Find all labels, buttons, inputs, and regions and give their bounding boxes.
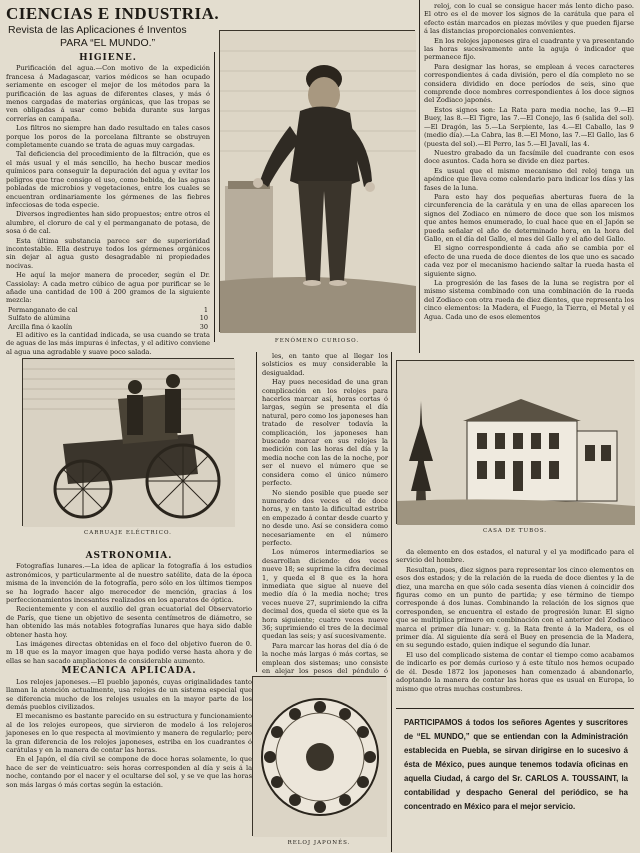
electric-carriage-image [23, 359, 235, 527]
paragraph: Las imágenes directas obtenidas en el foco del objetivo fueron de 0. m 18 que es la mayor imagen que haya podido verse hasta ahora y de ellas se han sacado ampliaciones de considerable aumento. [6, 640, 252, 665]
paragraph: Tal deficiencia del procedimiento de la filtración, que es el más usual y el más sencillo, ha hecho buscar medios químicos para conseguir la depuración del agua y evitar los peligros que trae consigo el uso, como bebida, de las aguas pobladas de microbios y vegetaciones, entre los cuales se encuentran ordinariamente los gérmenes de las fiebres infecciosas de toda especie. [6, 150, 210, 209]
paragraph: La progresión de las fases de la luna se registra por el mismo sistema combinado con una combinación de la rueda del Zodiaco con otra rueda de diez dientes, que representa los cinco elementos: la Madera, el Fuego, la Tierra, el Metal y el Agua. Cada uno de esos elementos [424, 279, 634, 321]
paragraph: les, en tanto que al llegar los solsticios es muy considerable la desigualdad. [262, 352, 388, 377]
paragraph: Los filtros no siempre han dado resultado en tales casos porque los poros de la porcelana filtrante se obstruyen completamente cuando se trata de aguas muy cargadas. [6, 124, 210, 150]
right-column-bottom [396, 548, 634, 698]
column-rule [419, 0, 420, 353]
clock-caption: RELOJ JAPONÉS. [287, 840, 351, 846]
section-heading-astronomia: ASTRONOMIA. [85, 551, 173, 561]
paragraph: El uso del complicado sistema de contar el tiempo como acabamos de indicarlo es por demás curioso y á este título nos hemos ocupado de él. Desde 1872 los japoneses han comenzado á abandonarlo, adoptando la manera de contar las horas que es usual en Europa, lo mismo que otras muchas costumbres. [396, 650, 634, 693]
paragraph: Los relojes japoneses.—El pueblo japonés, cuyas originalidades tanto llaman la atención actualmente, usa relojes de un sistema especial que se diferencia mucho de los relojes usuales en la mayor parte de los demás pueblos civilizados. [6, 677, 252, 711]
carriage-engraving [22, 358, 234, 526]
house-caption: CASA DE TUBOS. [482, 528, 548, 534]
left-column-bottom [6, 550, 252, 850]
paragraph: Los números intermediarios se desarrollan diciendo: dos veces nueve 18; se suprime la cifra decimal 1, y queda el 8 que es la hora inmediata que sigue al nueve del medio día ó la media noche; tres veces nueve 27, suprimiendo la cifra decimal dos, queda el siete que es la hora siguiente; cuatro veces nueve 36; suprimiendo el tres de la decimal quedan las seis; y así sucesivamente. [262, 548, 388, 641]
carriage-caption: CARRUAJE ELÉCTRICO. [84, 530, 172, 536]
portrait-engraving [219, 30, 415, 332]
column-rule [391, 352, 392, 852]
column-rule [256, 352, 257, 672]
table-row [6, 323, 210, 331]
left-column-top [6, 52, 210, 356]
table-cell-value: 30 [199, 322, 208, 331]
table-cell-value: 1 [203, 305, 208, 314]
paragraph: da elemento en dos estados, el natural y el ya modificado para el servicio del hombre. [396, 548, 634, 565]
paragraph: En los relojes japoneses gira el cuadrante y va presentando las horas sucesivamente ante la aguja ó indicador que permanece fijo. [424, 36, 634, 62]
paragraph: Es usual que el mismo mecanismo del reloj tenga un apéndice que lleva como calendario para indicar los días y las fases de la luna. [424, 166, 634, 192]
paragraph: Para designar las horas, se emplean á veces caracteres correspondientes á cada división, pero el día completo no se considera dividido en doce períodos de seis, sino que comprende doce nombres correspondientes á los doce signos del Zodiaco japonés. [424, 62, 634, 105]
child-portrait-image [220, 31, 416, 333]
paragraph: El aditivo es la cantidad indicada, se usa cuando se trata de aguas de las más impuras é infectas, y el aditivo conviene al agua una agradable y suave poco salada. [6, 331, 210, 356]
paragraph: Purificación del agua.—Con motivo de la expedición francesa á Madagascar, varios médicos se han ocupado seriamente en escoger el mejor de los métodos para la purificación de las aguas de diferentes clases, y más ó menos cargadas de materias orgánicas, que las tropas se ven obligadas á usar como bebida durante sus largas correrías en campaña. [6, 64, 210, 123]
paragraph: reloj, con lo cual se consigue hacer más lento dicho paso. El otro es el de mover los signos de la carátula que para el efecto están marcados en piezas móviles y que pueden fijarse á las distancias proporcionales convenientes. [424, 2, 634, 36]
chemical-mixture-table [6, 306, 210, 331]
page-subtitle-2: PARA “EL MUNDO.” [60, 37, 156, 49]
paragraph: Estos signos son: La Rata para media noche, las 9.—El Buey, las 8.—El Tigre, las 7.—El Conejo, las 6 (salida del sol).—El Dragón, las 5.—La Serpiente, las 4.—El Caballo, las 9 (medio día).—La Cabra, las 8.—El Mono, las 7.—El Gallo, las 6 (puesta del sol).—El Perro, las 5.—El Javalí, las 4. [424, 105, 634, 148]
section-heading-mecanica: MECANICA APLICADA. [61, 666, 197, 677]
section-heading-higiene: HIGIENE. [79, 53, 137, 63]
table-cell-name: Permanganato de cal [8, 305, 78, 314]
paragraph: No siendo posible que puede ser numerado dos veces el de doce horas, y en tanto la dificultad estriba en empezado á contar desde cuarto y no desde uno. Así se considera como necesariamente en el número perfecto. [262, 488, 388, 547]
divider [396, 708, 634, 709]
right-column-top [424, 2, 634, 380]
clock-engraving [252, 676, 386, 836]
paragraph: El signo correspondiente á cada año se cambia por el efecto de una rueda de doce dientes de los que uno es sacado cada vez por el mecanismo haciendo saltar la rueda hasta el siguiente signo. [424, 244, 634, 278]
table-row [6, 306, 210, 314]
paragraph: El mecanismo es bastante parecido en su estructura y funcionamiento al de los relojes europeos, que sirvieron de modelo á los relojeros japoneses en lo que respecta al movimiento y manera de regularlo; pero la gran diferencia de los relojes japoneses, estriba en los cuadrantes ó carátulas y en la manera de contar las horas. [6, 712, 252, 754]
portrait-caption: FENÓMENO CURIOSO. [274, 338, 360, 344]
table-cell-name: Sulfato de alúmina [8, 314, 71, 323]
middle-column [262, 352, 388, 676]
paragraph: Esta última substancia parece ser de superioridad incontestable. Ella destruye todos los gérmenes orgánicos sin dejar al agua gusto desagradable ni propiedades nocivas. [6, 236, 210, 270]
tube-house-image [397, 361, 635, 525]
table-row [6, 314, 210, 322]
paragraph: Resultan, pues, diez signos para representar los cinco elementos en esos dos estados; y de la relación de la rueda de doce dientes y la de diez, una marcha en que sólo cada sesenta días vienen á coincidir dos figuras como en un punto de partida; y ese término de tiempo corresponde á dos lunas. Combinando la relación de los signos que corresponden, se encuentra el estado de progresión lunar. El signo que se multiplica primero en combinación con el anterior del Zodiaco marca el primer día lunar: v. g. la Rata frente á la Madera, es el primer día. Al siguiente día será el Buey en presencia de la Madera, en su segundo estado, quien indique el segundo día lunar. [396, 565, 634, 650]
paragraph: Fotografías lunares.—La idea de aplicar la fotografía á los estudios astronómicos, y particularmente al de nuestro satélite, data de la época misma de la invención de la fotografía, pero sólo en los últimos tiempos se ha logrado hacer algo merecedor de mención, gracias á los perfeccionamientos incesantes realizados en los aparatos de óptica. [6, 562, 252, 605]
japanese-clock-image [253, 677, 387, 837]
table-cell-value: 10 [199, 314, 208, 323]
page-subtitle: Revista de las Aplicaciones é Inventos [8, 24, 187, 36]
column-rule [214, 52, 215, 342]
paragraph: Para esto hay dos pequeñas aberturas fuera de la circunferencia de la carátula y en una de ellas aparecen los signos del Zodiaco en número de doce que son los mismos que antes hemos enumerado, lo cual hace que en el Japón se pueda señalar el año de determinado hora, en la hora del Gallo, en el día del Gallo, el mes del Gallo y el año del Gallo. [424, 192, 634, 243]
page-title: CIENCIAS E INDUSTRIA. [6, 4, 220, 23]
paragraph: En el Japón, el día civil se compone de doce horas solamente, lo que hace de ser de veinticuatro: seis horas corresponden al día y seis á la noche, contando por el nacer y el ocultarse del sol, y se ve que las horas son más largas ó más cortas según la estación. [6, 755, 252, 789]
paragraph: Diversos ingredientes han sido propuestos; entre otros el alumbre, el cloruro de cal y el permanganato de potasa, de sosa ó de cal. [6, 210, 210, 236]
house-engraving [396, 360, 634, 524]
paragraph: Para marcar las horas del día ó de la noche más largas ó más cortas, se emplean dos sistemas; uno consiste en alejar los pesos del péndulo ó [262, 641, 388, 676]
table-cell-name: Arcilla fina ó kaolín [8, 322, 73, 331]
paragraph: Recientemente y con el auxilio del gran ecuatorial del Observatorio de París, que tiene un objetivo de sesenta centímetros de diámetro, se han obtenido las más notables fotografías lunares que haya sido dable obtener hasta hoy. [6, 605, 252, 639]
subscriber-notice: PARTICIPAMOS á todos los señores Agentes y suscritores de “EL MUNDO,” que se entiendan con la Administración establecida en Puebla, se sirvan dirigirse en lo sucesivo á ésta de México, pues aunque tenemos todavía oficinas en aquella Ciudad, á cargo del Sr. CARLOS A. TOUSSAINT, la contabilidad y despacho General del periódico, se ha concentrado en México para el mejor servicio. [404, 718, 628, 811]
paragraph: Hay pues necesidad de una gran complicación en los relojes para hacerlos marcar así, horas cortas ó largas, según se presenta el día natural, pero como los japoneses han tratado de resolver todavía la complicación, los japoneses han buscado marcar en sus relojes la medición con las horas del día y la media noche con las de la noche, por ser el nuevo el número que se considera como el único número perfecto. [262, 378, 388, 488]
paragraph: Nuestro grabado da un facsímile del cuadrante con esos doce asuntos. Cada hora se divide en diez partes. [424, 148, 634, 166]
paragraph: He aquí la mejor manera de proceder, según el Dr. Cassiolay: A cada metro cúbico de agua por purificar se le añade una cantidad de 100 á 200 gramos de la siguiente mezcla: [6, 271, 210, 305]
